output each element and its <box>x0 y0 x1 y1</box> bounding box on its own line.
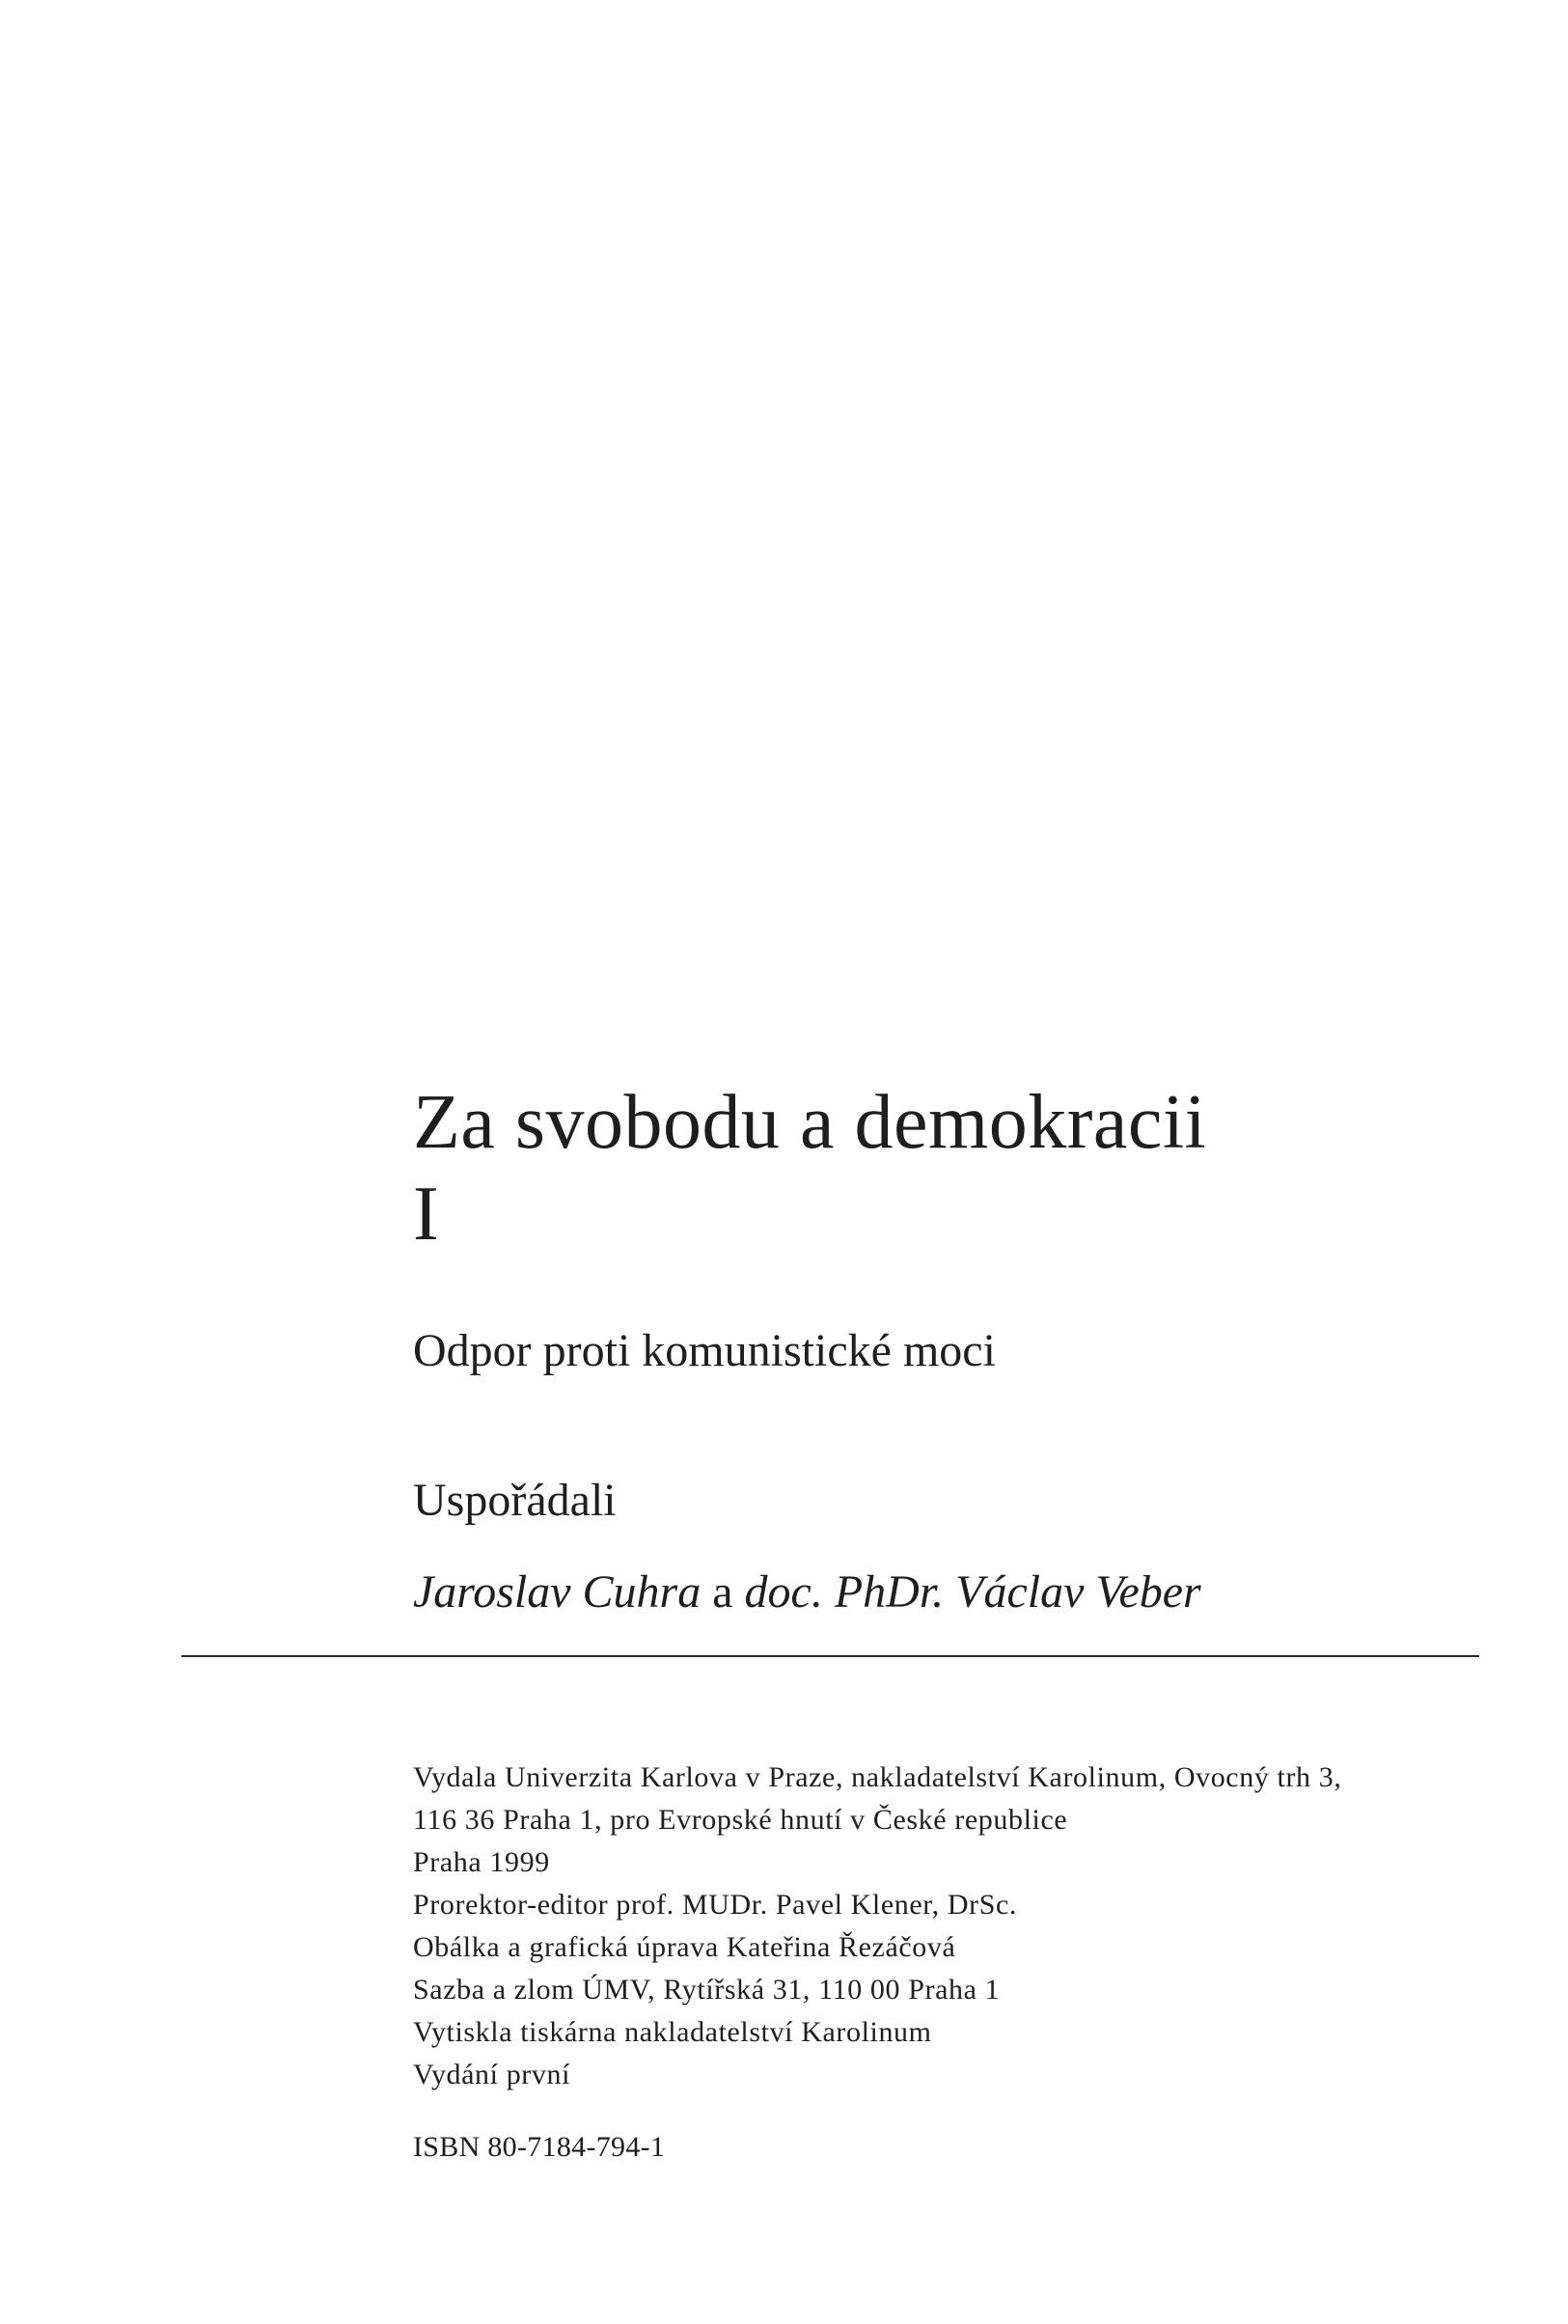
divider-rule <box>181 1655 1479 1657</box>
imprint-line: Praha 1999 <box>413 1846 550 1878</box>
imprint-block <box>413 1757 1341 2096</box>
imprint-line: Obálka a grafická úprava Kateřina Řezáčová <box>413 1931 956 1963</box>
editor-second: doc. PhDr. Václav Veber <box>744 1566 1201 1618</box>
isbn: ISBN 80-7184-794-1 <box>413 2131 666 2163</box>
editors-conjunction: a <box>701 1566 745 1618</box>
imprint-line: Sazba a zlom ÚMV, Rytířská 31, 110 00 Praha 1 <box>413 1974 1001 2006</box>
imprint-line: Vydala Univerzita Karlova v Praze, nakladatelství Karolinum, Ovocný trh 3, <box>413 1761 1342 1793</box>
imprint-line: Prorektor-editor prof. MUDr. Pavel Klener, DrSc. <box>413 1889 1018 1921</box>
volume-number: I <box>413 1172 439 1257</box>
imprint-line: Vydání první <box>413 2059 571 2090</box>
imprint-line: Vytiskla tiskárna nakladatelství Karolinum <box>413 2016 932 2048</box>
book-title: Za svobodu a demokracii <box>413 1080 1207 1165</box>
book-subtitle: Odpor proti komunistické moci <box>413 1325 996 1376</box>
editor-first: Jaroslav Cuhra <box>413 1566 701 1618</box>
editors-label: Uspořádali <box>413 1475 617 1526</box>
editors-names <box>413 1563 1201 1621</box>
imprint-line: 116 36 Praha 1, pro Evropské hnutí v České republice <box>413 1804 1068 1836</box>
